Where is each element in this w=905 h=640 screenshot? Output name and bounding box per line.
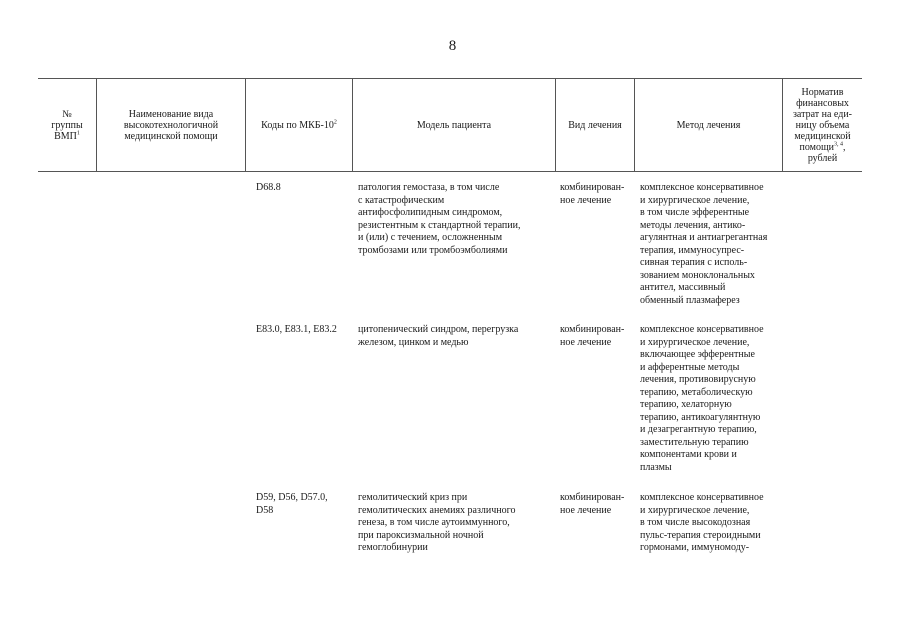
header-vmp-name: Наименование вида высокотехнологичной медицинской помощи <box>123 108 219 142</box>
page-number: 8 <box>448 38 457 54</box>
header-group-number: № группы ВМП$^1$ <box>51 108 83 142</box>
row-3-treatment-type: комбинирован- ное лечение <box>560 492 625 516</box>
row-3-treatment-method: комплексное консервативное и хирургическое лечение, в том числе высокодозная пульс-терапия стероидными гормонами, иммуномоду- <box>640 492 764 553</box>
header-financial-norm: Норматив финансовых затрат на еди- ницу объема медицинской помощи$^{3, 4}$, рублей <box>792 86 853 164</box>
row-1-codes: D68.8 <box>256 182 281 193</box>
header-mkb-codes: Коды по МКБ-$10^2$ <box>261 119 337 131</box>
row-1-treatment-method: комплексное консервативное и хирургическое лечение, в том числе эфферентные методы лечения, антико- агулянтная и антиагрегантная терапия, иммуносупрес- сивная терапия с исполь- зованием моноклональных антител, массивный обменный плазмаферез <box>640 182 768 306</box>
row-2-treatment-method: комплексное консервативное и хирургическое лечение, включающее эфферентные и афферентные методы лечения, противовирусную терапию, метаболическую терапию, хелаторную терапию, антикоагулянтную и дезагрегантную терапию, заместительную терапию компонентами крови и плазмы <box>640 324 764 473</box>
row-2-codes: E83.0, E83.1, E83.2 <box>256 324 337 335</box>
row-1-patient-model: патология гемостаза, в том числе с катастрофическим антифосфолипидным синдромом, резистентным к стандартной терапии, и (или) с течением, осложненным тромбозами или тромбоэмболиями <box>358 182 521 256</box>
row-2-treatment-type: комбинирован- ное лечение <box>560 324 625 348</box>
header-patient-model: Модель пациента <box>416 119 492 131</box>
header-treatment-type: Вид лечения <box>568 119 622 131</box>
row-1-treatment-type: комбинирован- ное лечение <box>560 182 625 206</box>
header-treatment-method: Метод лечения <box>676 119 741 131</box>
row-3-patient-model: гемолитический криз при гемолитических анемиях различного генеза, в том числе аутоиммунного, при пароксизмальной ночной гемоглобинурии <box>358 492 516 553</box>
row-2-patient-model: цитопенический синдром, перегрузка железом, цинком и медью <box>358 324 519 348</box>
table-header-bottom-rule <box>38 171 862 172</box>
row-3-codes: D59, D56, D57.0, D58 <box>256 492 328 516</box>
